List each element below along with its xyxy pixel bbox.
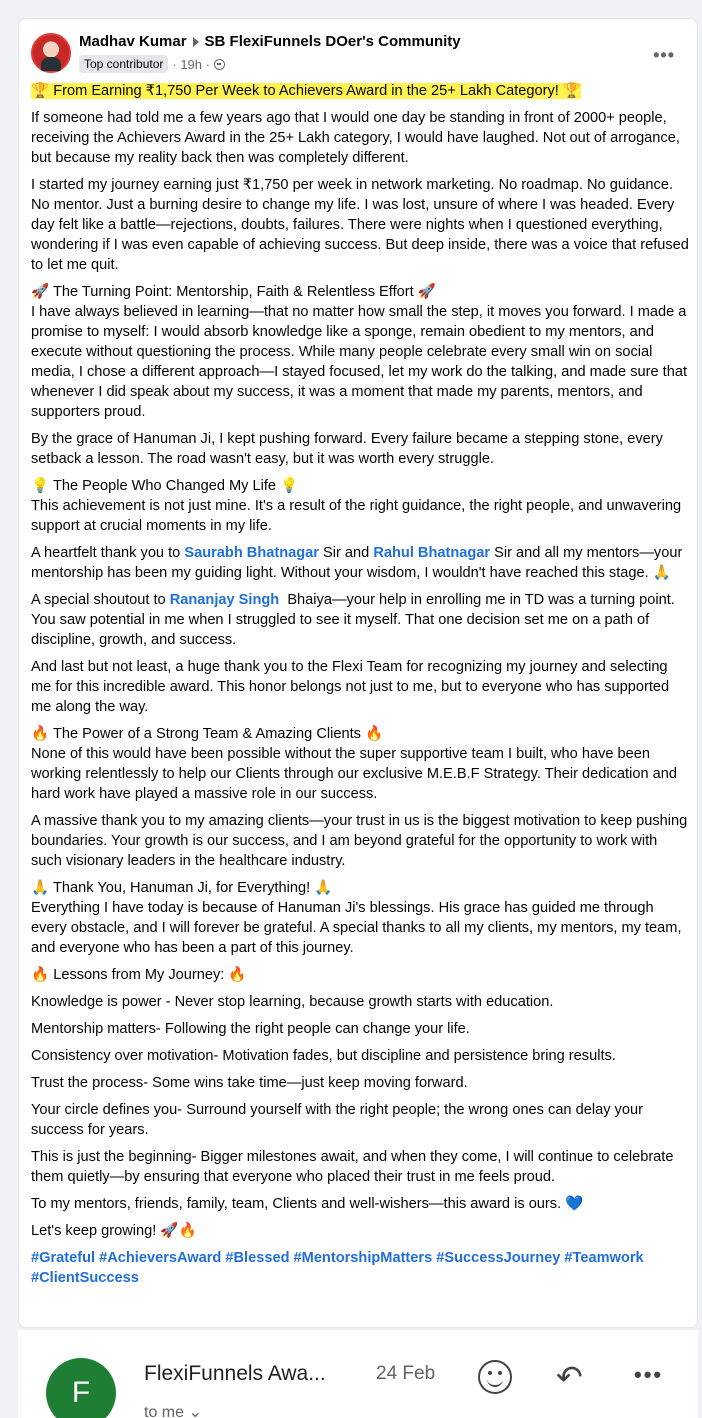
post-paragraph: Let's keep growing! 🚀🔥 [31,1223,197,1239]
email-date: 24 Feb [376,1363,436,1384]
author-line [79,33,461,50]
shoutout-text: Bhaiya—your help in enrolling me in TD was a turning point. You saw potential in me when I struggled to see it myself. That one decision set me on a path of discipline, growth, and success. [31,592,679,648]
post-header [31,31,685,77]
post-paragraph: 🔥 The Power of a Strong Team & Amazing Clients 🔥 None of this would have been possible without the super supportive team I built, who have been working relentlessly to help our Clients through our exclusive M.E.B.F Strategy. Their dedication and hard work have played a massive role in our success. [31,726,677,802]
sender-avatar[interactable]: F [46,1358,116,1418]
post-paragraph: Trust the process- Some wins take time—just keep moving forward. [31,1075,468,1091]
post-paragraph: I started my journey earning just ₹1,750 per week in network marketing. No roadmap. No guidance. No mentor. Just a burning desire to change my life. I was lost, unsure of where I was headed. Every day felt like a battle—rejections, doubts, failures. There were nights when I questioned everything, wondering if I was even capable of achieving success. But deep inside, there was a voice that refused to let me quit. [31,177,689,273]
post-paragraph: 💡 The People Who Changed My Life 💡 This achievement is not just mine. It's a result of the right guidance, the right people, and unwavering support at crucial moments in my life. [31,478,682,534]
post-paragraph: And last but not least, a huge thank you to the Flexi Team for recognizing my journey and selecting me for this incredible award. This honor belongs not just to me, but to everyone who has supported me along the way. [31,659,670,715]
post-paragraph: 🔥 Lessons from My Journey: 🔥 [31,967,247,983]
post-meta [79,55,225,73]
shoutout-paragraph [31,590,691,650]
avatar-figure [41,57,61,71]
email-sender[interactable]: FlexiFunnels Awa... [144,1362,326,1385]
post-paragraph: If someone had told me a few years ago that I would one day be standing in front of 2000+ people, receiving the Achievers Award in the 25+ Lakh category, I would have laughed. Not out of arrogance, but because my reality back then was completely different. [31,110,680,166]
thanks-paragraph [31,543,691,583]
post-paragraph: This is just the beginning- Bigger milestones await, and when they come, I will continue to celebrate them quietly—by ensuring that everyone who placed their trust in me feels proud. [31,1149,674,1185]
post-content [31,81,691,1295]
thanks-text: A heartfelt thank you to [31,545,185,561]
more-options-icon[interactable]: ••• [634,1362,664,1387]
post-paragraph: Mentorship matters- Following the right people can change your life. [31,1021,470,1037]
author-name[interactable]: Madhav Kumar [79,33,187,50]
post-paragraphs [31,108,691,536]
mention-rananjay-singh[interactable]: Rananjay Singh [169,592,280,608]
email-header [18,1330,698,1418]
group-name[interactable]: SB FlexiFunnels DOer's Community [204,33,461,50]
post-card [18,18,698,1328]
post-paragraph: By the grace of Hanuman Ji, I kept pushing forward. Every failure became a stepping stone, every setback a lesson. The road wasn't easy, but it was worth every struggle. [31,431,663,467]
post-time[interactable]: · 19h · [172,56,210,72]
mention-rahul-bhatnagar[interactable]: Rahul Bhatnagar [373,545,491,561]
thanks-text: Sir and all my mentors—your mentorship has been my guiding light. Without your wisdom, I wouldn't have reached this stage. 🙏 [31,545,683,581]
post-paragraphs-2 [31,657,691,1241]
post-paragraph: Consistency over motivation- Motivation fades, but discipline and persistence bring results. [31,1048,616,1064]
more-options-icon[interactable]: ••• [653,45,675,65]
globe-icon [214,59,225,70]
arrow-right-icon [193,37,199,47]
post-paragraph: Knowledge is power - Never stop learning, because growth starts with education. [31,994,554,1010]
post-paragraph: A massive thank you to my amazing clients—your trust in us is the biggest motivation to keep pushing boundaries. Your growth is our success, and I am beyond grateful for the opportunity to work with such visionary leaders in the healthcare industry. [31,813,688,869]
post-paragraph: 🙏 Thank You, Hanuman Ji, for Everything! 🙏 Everything I have today is because of Hanuman Ji's blessings. His grace has guided me through every obstacle, and I will forever be grateful. A special thanks to all my clients, my mentors, my team, and everyone who has been a part of this journey. [31,880,682,956]
post-paragraph: 🚀 The Turning Point: Mentorship, Faith & Relentless Effort 🚀 I have always believed in learning—that no matter how small the step, it moves you forward. I made a promise to myself: I would absorb knowledge like a sponge, remain obedient to my mentors, and execute without questioning the process. While many people celebrate every small win on social media, I chose a different approach—I stayed focused, let my work do the talking, and made sure that whenever I did speak about my success, it was a moment that made my parents, mentors, and supporters proud. [31,284,688,420]
shoutout-text: A special shoutout to [31,592,170,608]
email-recipient[interactable]: to me ⌄ [144,1404,202,1418]
author-avatar[interactable] [31,33,71,73]
post-paragraph: Your circle defines you- Surround yourself with the right people; the wrong ones can delay your success for years. [31,1102,643,1138]
post-paragraph: To my mentors, friends, family, team, Clients and well-wishers—this award is ours. 💙 [31,1196,584,1212]
emoji-reaction-icon[interactable] [478,1360,512,1394]
reply-icon[interactable]: ↶ [556,1359,583,1395]
top-contributor-badge: Top contributor [79,55,168,73]
post-headline: 🏆 From Earning ₹1,750 Per Week to Achievers Award in the 25+ Lakh Category! 🏆 [31,83,582,99]
mention-saurabh-bhatnagar[interactable]: Saurabh Bhatnagar [184,545,319,561]
hashtags[interactable]: #Grateful #AchieversAward #Blessed #MentorshipMatters #SuccessJourney #Teamwork #ClientSuccess [31,1250,644,1286]
thanks-text: Sir and [318,545,374,561]
